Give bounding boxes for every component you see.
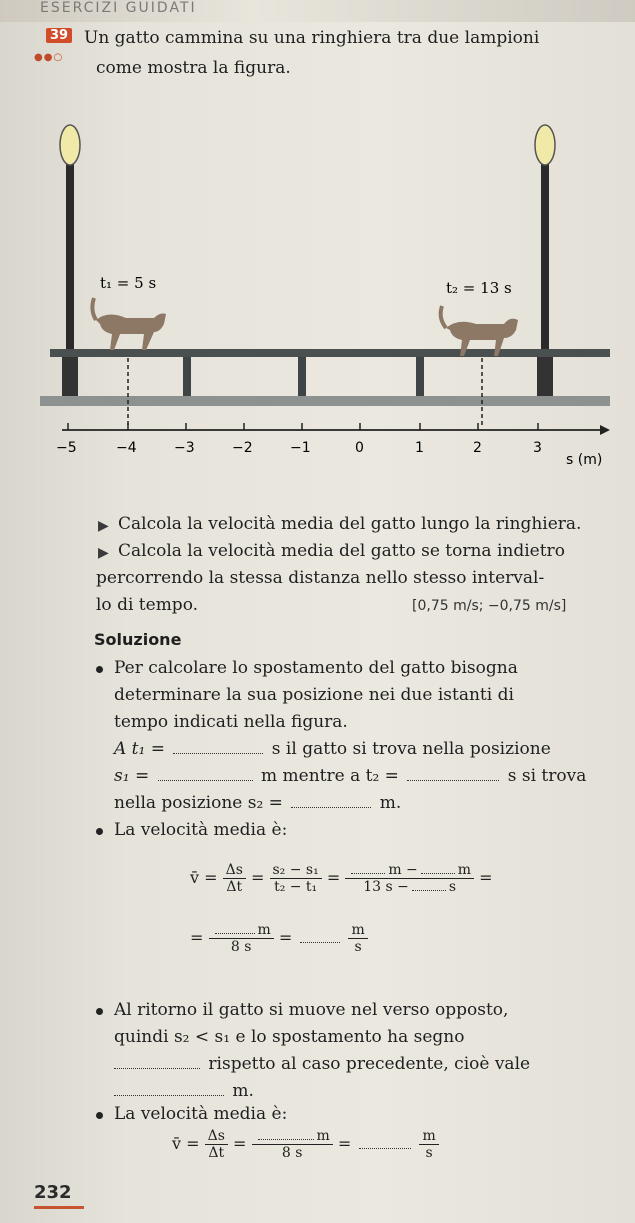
statement-line-2: come mostra la figura. [96, 58, 291, 78]
blank-eq3-ds[interactable] [258, 1138, 314, 1140]
eq1-fraction-1: $\frac{\Delta s}{\Delta t}$ [223, 862, 246, 895]
cat-right-icon [441, 306, 518, 356]
solution-p1-line-1: Per calcolare lo spostamento del gatto bisogna [114, 658, 518, 678]
answers: [0,75 m/s; −0,75 m/s] [412, 598, 567, 614]
t2-label: t₂ = 13 s [446, 279, 512, 297]
fill2-prefix: s₁ = [114, 766, 150, 786]
velocity-equation-1: v̄ = $\frac{\Delta s}{\Delta t}$ = $\frac{\text{s₂ − s₁}}{\text{t₂ − t₁}}$ = $\frac{m - m}{13 s - s}$ = [190, 862, 493, 895]
solution-p3-line-3: rispetto al caso precedente, cioè vale [114, 1054, 530, 1074]
fill1-suffix: s il gatto si trova nella posizione [271, 739, 551, 759]
fill3-prefix: nella posizione s₂ = [114, 793, 283, 813]
blank-s2[interactable] [291, 806, 371, 808]
top-strip [0, 0, 635, 22]
triangle-bullet-icon: ▶ [98, 518, 109, 534]
position-axis [56, 423, 610, 468]
tick-label: 1 [415, 440, 424, 456]
fill-line-3 [114, 793, 401, 813]
fill2-suffix: s si trova [507, 766, 587, 786]
difficulty-dots-icon: ●●○ [34, 52, 64, 63]
blank-t2[interactable] [407, 779, 499, 781]
bullet-dot-icon [96, 666, 103, 673]
eq3-unit: $\frac{m}{s}$ [419, 1128, 438, 1161]
statement-line-1: Un gatto cammina su una ringhiera tra due lampioni [84, 28, 540, 48]
solution-p1-line-3: tempo indicati nella figura. [114, 712, 348, 732]
blank-eq3-v[interactable] [359, 1147, 411, 1149]
t1-label: t₁ = 5 s [100, 274, 157, 292]
blank-sign[interactable] [114, 1067, 200, 1069]
eq1-fraction-2: $\frac{\text{s₂ − s₁}}{\text{t₂ − t₁}}$ [270, 862, 322, 895]
fill-line-2 [114, 766, 586, 786]
blank-eq1-s2[interactable] [351, 872, 385, 874]
blank-eq1-t1[interactable] [412, 889, 446, 891]
question-1: Calcola la velocità media del gatto lungo la ringhiera. [118, 514, 582, 534]
eq1-fraction-3: $\frac{m - m}{13 s - s}$ [345, 862, 474, 895]
tick-label: −1 [290, 440, 311, 456]
blank-s1[interactable] [158, 779, 253, 781]
tick-label: −4 [116, 440, 137, 456]
page-number-bar [34, 1206, 84, 1209]
eq1-lhs: v̄ = [190, 868, 218, 887]
left-lamp-icon [60, 125, 80, 406]
right-lamp-icon [535, 125, 555, 406]
solution-p3-line-1: Al ritorno il gatto si muove nel verso opposto, [114, 1000, 509, 1020]
fill3-suffix: m. [379, 793, 402, 813]
page-number: 232 [34, 1182, 72, 1203]
blank-eq1-s1[interactable] [421, 872, 455, 874]
bullet-dot-icon [96, 1008, 103, 1015]
bullet-dot-icon [96, 1112, 103, 1119]
eq3-fraction-2: $\frac{m}{8 s}$ [252, 1128, 333, 1161]
cat-on-railing-figure [0, 100, 635, 500]
fill-line-1 [114, 739, 551, 759]
eq3-fraction-1: $\frac{\Delta s}{\Delta t}$ [205, 1128, 228, 1161]
solution-p1-line-2: determinare la sua posizione nei due istanti di [114, 685, 514, 705]
solution-heading: Soluzione [94, 630, 182, 649]
solution-p3-line-2: quindi s₂ < s₁ e lo spostamento ha segno [114, 1027, 465, 1047]
top-strip-text: ESERCIZI GUIDATI [40, 0, 197, 16]
cat-left-icon [92, 298, 166, 350]
tick-label: −3 [174, 440, 195, 456]
blank-displacement[interactable] [114, 1094, 224, 1096]
solution-p2: La velocità media è: [114, 820, 288, 840]
question-2-line-2: percorrendo la stessa distanza nello stesso interval- [96, 568, 545, 588]
tick-label: −5 [56, 440, 77, 456]
tick-label: 3 [533, 440, 542, 456]
railing [40, 349, 610, 406]
blank-eq2-ds[interactable] [215, 932, 255, 934]
solution-p3-line-4: m. [114, 1081, 254, 1101]
question-2-line-1: Calcola la velocità media del gatto se torna indietro [118, 541, 565, 561]
solution-p4: La velocità media è: [114, 1104, 288, 1124]
triangle-bullet-icon: ▶ [98, 545, 109, 561]
question-2-line-3: lo di tempo. [96, 595, 199, 615]
fill2-middle: m mentre a t₂ = [261, 766, 399, 786]
tick-label: −2 [232, 440, 253, 456]
tick-label: 2 [473, 440, 482, 456]
bullet-dot-icon [96, 828, 103, 835]
fill1-prefix: A t₁ = [114, 739, 165, 759]
velocity-equation-2: = $\frac{m}{8 s}$ = $\frac{m}{s}$ [190, 922, 368, 955]
axis-unit-label: s (m) [566, 452, 603, 468]
blank-eq2-v[interactable] [300, 941, 340, 943]
problem-number: 39 [46, 28, 72, 43]
blank-t1[interactable] [173, 752, 263, 754]
velocity-equation-3: v̄ = $\frac{\Delta s}{\Delta t}$ = $\frac{m}{8 s}$ = $\frac{m}{s}$ [172, 1128, 439, 1161]
eq2-unit: $\frac{m}{s}$ [348, 922, 367, 955]
eq2-fraction: $\frac{m}{8 s}$ [209, 922, 274, 955]
tick-label: 0 [355, 440, 364, 456]
